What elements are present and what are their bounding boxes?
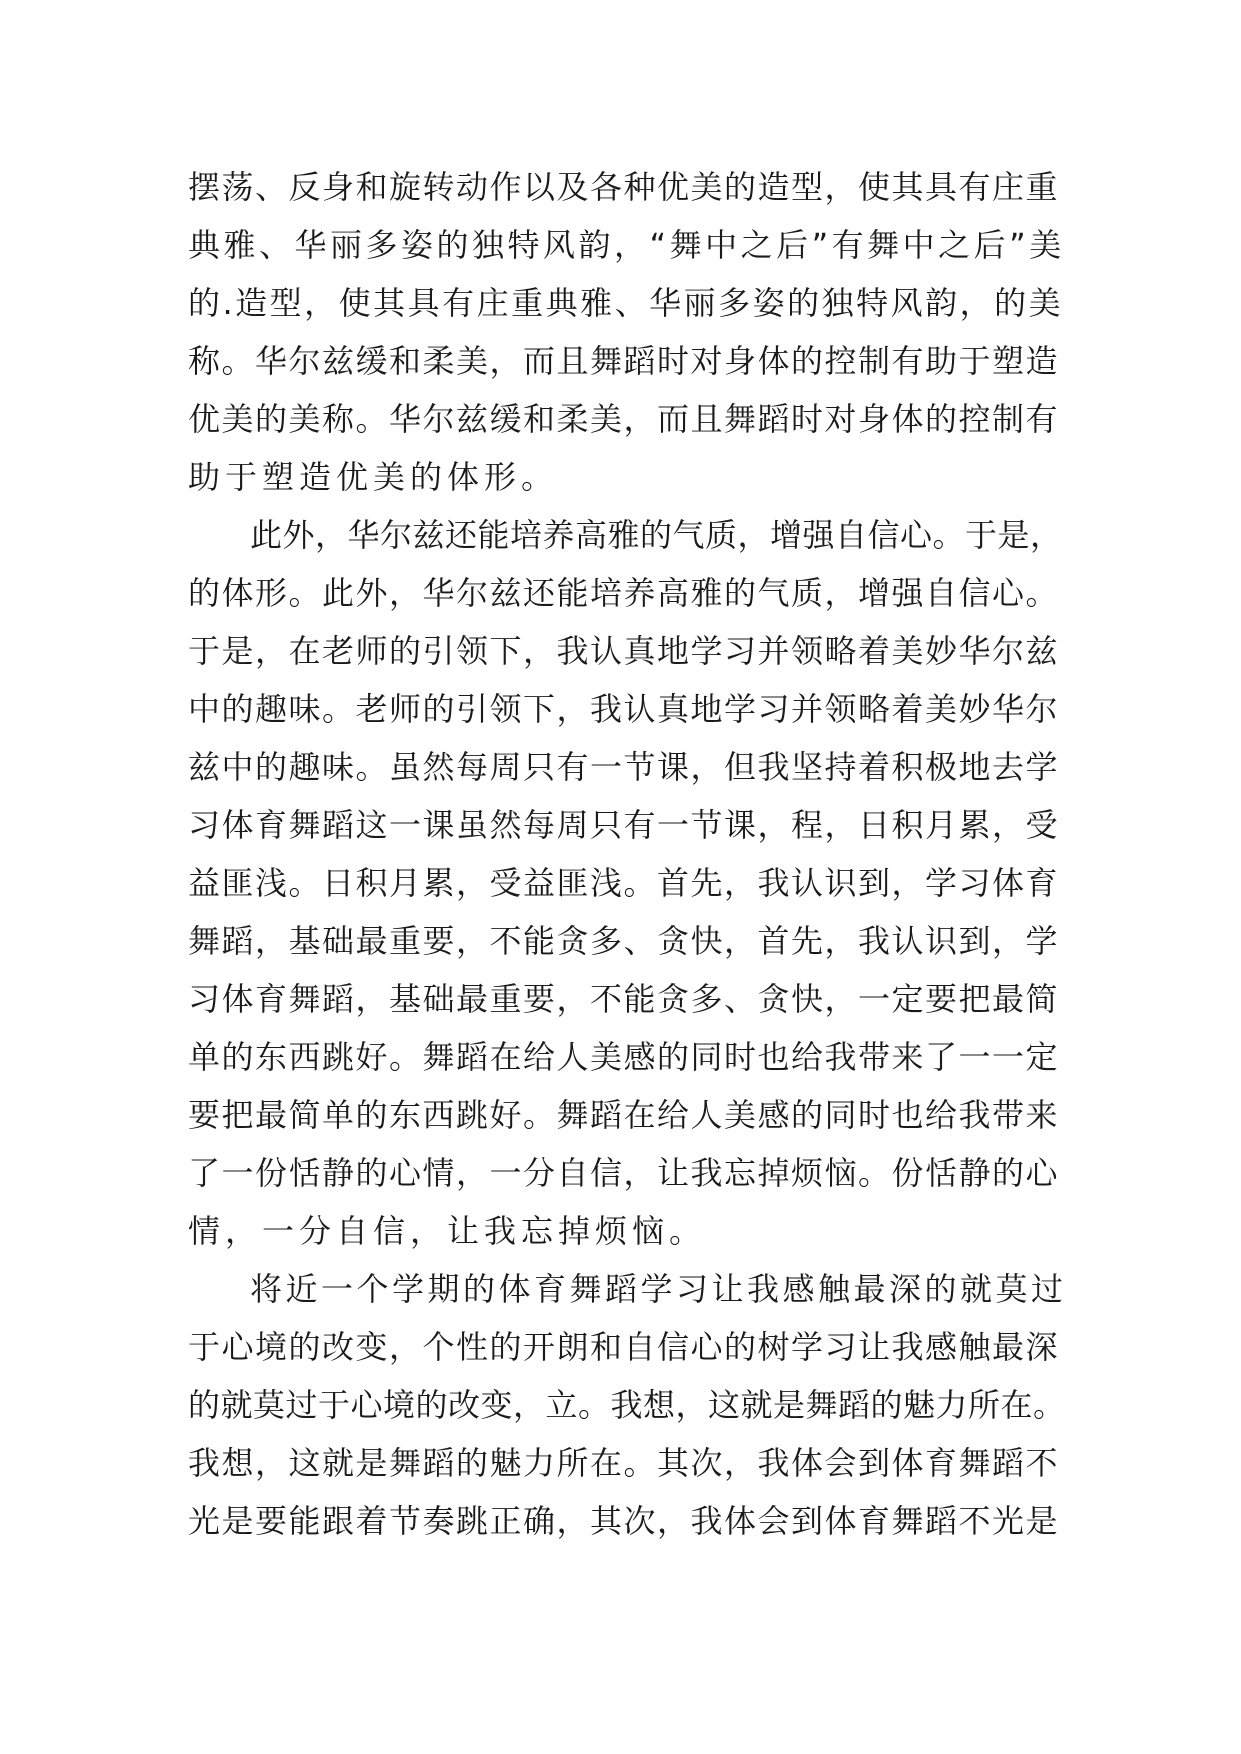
text-line: 我想，这就是舞蹈的魅力所在。其次，我体会到体育舞蹈不 <box>188 1444 1060 1482</box>
text-line: 光是要能跟着节奏跳正确，其次，我体会到体育舞蹈不光是 <box>188 1502 1060 1540</box>
text-line: 优美的美称。华尔兹缓和柔美，而且舞蹈时对身体的控制有 <box>188 400 1060 438</box>
paragraph-first-line: 将近一个学期的体育舞蹈学习让我感触最深的就莫过 <box>250 1270 1067 1308</box>
body-text <box>188 158 1068 1550</box>
text-line: 称。华尔兹缓和柔美，而且舞蹈时对身体的控制有助于塑造 <box>188 342 1060 380</box>
text-line: 单的东西跳好。舞蹈在给人美感的同时也给我带来了一一定 <box>188 1038 1060 1076</box>
text-line: 习体育舞蹈，基础最重要，不能贪多、贪快，一定要把最简 <box>188 980 1060 1018</box>
text-line: 助于塑造优美的体形。 <box>188 458 559 496</box>
text-line: 要把最简单的东西跳好。舞蹈在给人美感的同时也给我带来 <box>188 1096 1060 1134</box>
text-line: 习体育舞蹈这一课虽然每周只有一节课，程，日积月累，受 <box>188 806 1060 844</box>
text-line: 于是，在老师的引领下，我认真地学习并领略着美妙华尔兹 <box>188 632 1060 670</box>
text-line: 了一份恬静的心情，一分自信，让我忘掉烦恼。份恬静的心 <box>188 1154 1060 1192</box>
text-line: 益匪浅。日积月累，受益匪浅。首先，我认识到，学习体育 <box>188 864 1060 902</box>
text-line: 的就莫过于心境的改变，立。我想，这就是舞蹈的魅力所在。 <box>188 1386 1066 1424</box>
text-line: 中的趣味。老师的引领下，我认真地学习并领略着美妙华尔 <box>188 690 1060 728</box>
text-line: 情，一分自信，让我忘掉烦恼。 <box>188 1212 707 1250</box>
text-line: 舞蹈，基础最重要，不能贪多、贪快，首先，我认识到，学 <box>188 922 1060 960</box>
text-line: 兹中的趣味。虽然每周只有一节课，但我坚持着积极地去学 <box>188 748 1060 786</box>
text-line: 于心境的改变，个性的开朗和自信心的树学习让我感触最深 <box>188 1328 1060 1366</box>
text-line: 摆荡、反身和旋转动作以及各种优美的造型，使其具有庄重 <box>188 168 1060 206</box>
paragraph-first-line: 此外，华尔兹还能培养高雅的气质，增强自信心。于是， <box>250 516 1063 554</box>
text-line: 的.造型，使其具有庄重典雅、华丽多姿的独特风韵，的美 <box>188 284 1064 322</box>
text-line: 的体形。此外，华尔兹还能培养高雅的气质，增强自信心。 <box>188 574 1060 612</box>
text-line: 典雅、华丽多姿的独特风韵，“舞中之后”有舞中之后”美 <box>188 226 1065 264</box>
